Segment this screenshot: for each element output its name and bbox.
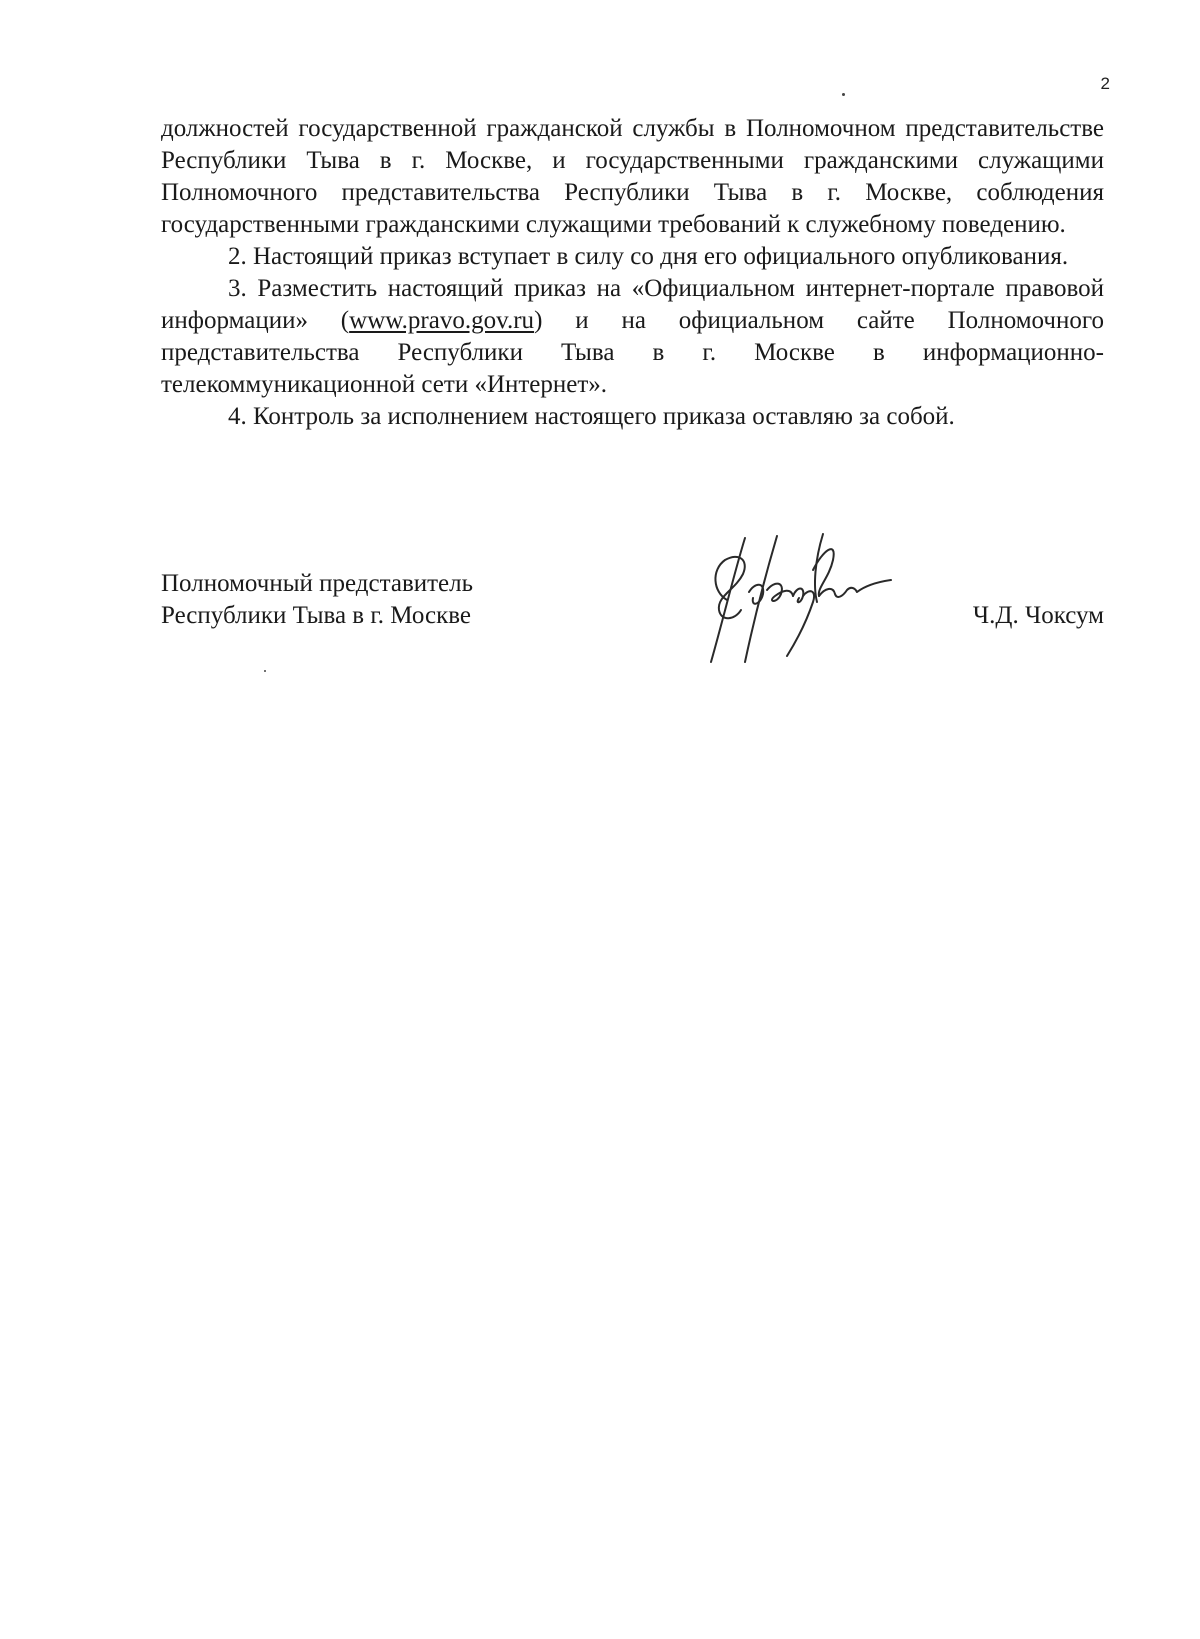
- signatory-position-line-2: Республики Тыва в г. Москве: [161, 602, 472, 629]
- signatory-name: Ч.Д. Чоксум: [972, 602, 1104, 629]
- signatory-position: [161, 568, 473, 632]
- pravo-link[interactable]: www.pravo.gov.ru: [349, 307, 535, 334]
- paragraph-item-2: 2. Настоящий приказ вступает в силу со дня его официального опубликования.: [228, 243, 1069, 270]
- scan-speck: [842, 93, 845, 96]
- handwritten-signature: [705, 530, 895, 665]
- paragraph-item-4: 4. Контроль за исполнением настоящего приказа оставляю за собой.: [228, 403, 955, 430]
- paragraph-continuation: должностей государственной гражданской службы в Полномочном представительстве Республики Тыва в г. Москве, и государственными гражданскими служащими Полномочного представительства Республики Тыва в г. Москве, соблюдения государственными гражданскими служащими требований к служебному поведению.: [161, 115, 1104, 238]
- paragraph-item-3: [161, 273, 1104, 401]
- document-body: [161, 113, 1104, 433]
- page-number: 2: [1100, 74, 1110, 93]
- scan-speck: [264, 670, 266, 672]
- paragraph-item-3-text-end: ) и на официальном сайте Полномочного представительства Республики Тыва в г. Москве в информационно-телекоммуникационной сети «Интернет».: [161, 307, 1104, 398]
- paragraph-item-3-text-start: 3. Разместить настоящий приказ на «Официальном интернет-портале правовой информации» (: [161, 275, 1104, 334]
- signatory-position-line-1: Полномочный представитель: [161, 570, 474, 597]
